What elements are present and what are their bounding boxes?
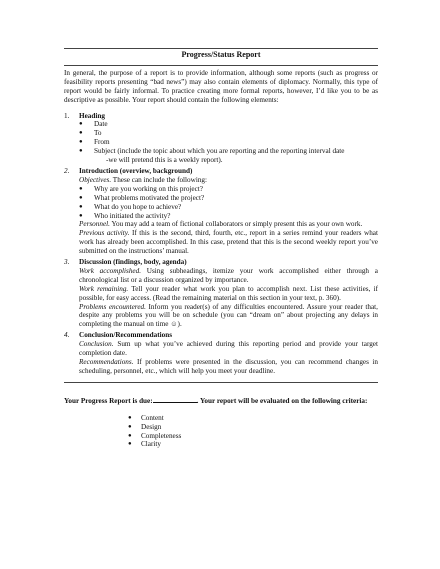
recommendations-paragraph: Recommendations. If problems were presented in the discussion, you can recommend changes in scheduling, personnel, etc., which will help you meet your deadline. xyxy=(79,358,378,375)
bullet-icon: ● xyxy=(128,414,132,421)
bullet-icon: ● xyxy=(79,212,83,219)
bullet-icon: ● xyxy=(79,139,83,146)
due-date-blank xyxy=(153,395,197,403)
bullet-icon: ● xyxy=(79,185,83,192)
problems-encountered-paragraph: Problems encountered. Inform you reader(s) of any difficulties encountered. Assure your reader that, despite any problems you will be on schedule (you can “dream on” about projecting any delays in completing the manual on time ☺). xyxy=(79,302,378,329)
document-title: Progress/Status Report xyxy=(181,50,261,59)
section-title: Discussion (findings, body, agenda) xyxy=(79,258,187,267)
list-item: ● What do you hope to achieve? xyxy=(79,202,182,211)
bullet-icon: ● xyxy=(128,423,132,430)
work-remaining-paragraph: Work remaining. Tell your reader what work you plan to accomplish next. List these activities, if possible, for easy access. (Read the remaining material on this section in your text, p. 360). xyxy=(79,284,379,302)
section-number: 3. xyxy=(64,258,70,267)
divider xyxy=(64,382,378,383)
top-rule xyxy=(64,48,378,49)
section-heading xyxy=(64,112,378,165)
intro-paragraph: In general, the purpose of a report is to provide information, although some reports (such as progress or feasibility reports presenting “bad news”) may also contain elements of diplomacy. Normally, this type of report would be fairly informal. To practice creating more formal reports, however, I’d like you to be as descriptive as possible. Your report should contain the following elements: xyxy=(64,68,378,104)
bullet-icon: ● xyxy=(128,432,132,439)
section-number: 1. xyxy=(64,111,70,120)
section-title: Conclusion/Recommendations xyxy=(79,331,173,340)
list-item: ● Design xyxy=(128,422,162,431)
personnel-paragraph: Personnel. You may add a team of fictional collaborators or simply present this as your own work. xyxy=(79,220,363,229)
list-item: ● What problems motivated the project? xyxy=(79,193,205,202)
conclusion-paragraph: Conclusion. Sum up what you’ve achieved during this reporting period and provide your target completion date. xyxy=(79,340,378,358)
bullet-icon: ● xyxy=(79,148,83,155)
list-item: ● Clarity xyxy=(128,440,161,449)
objectives-list xyxy=(79,185,378,221)
title-rule xyxy=(64,65,378,66)
objectives-paragraph: Objectives. These can include the following: xyxy=(79,175,208,184)
criteria-list xyxy=(128,414,378,450)
bullet-icon: ● xyxy=(79,194,83,201)
list-item: ● Content xyxy=(128,413,164,422)
section-title: Introduction (overview, background) xyxy=(79,166,193,175)
work-accomplished-paragraph: Work accomplished. Using subheadings, itemize your work accomplished either through a chronological list or a discussion organized by importance. xyxy=(79,266,378,284)
due-date-paragraph: Your Progress Report is due: . Your report will be evaluated on the following criteria: xyxy=(64,396,368,405)
heading-list xyxy=(79,120,378,165)
list-item: ● Completeness xyxy=(128,431,182,440)
bullet-icon: ● xyxy=(79,121,83,128)
section-discussion xyxy=(64,258,378,329)
subject-continuation: -we will pretend this is a weekly report). xyxy=(106,156,223,165)
bullet-icon: ● xyxy=(128,441,132,448)
previous-activity-paragraph: Previous activity. If this is the second, third, fourth, etc., report in a series remind your readers what work has already been accomplished. In this case, pretend that this is the second weekly report you’ve submitted on the instructions’ manual. xyxy=(79,229,378,256)
list-item: ● From xyxy=(79,138,110,147)
section-introduction xyxy=(64,167,378,256)
list-item xyxy=(79,147,378,156)
document-content xyxy=(64,48,378,449)
section-number: 2. xyxy=(64,166,70,175)
section-number: 4. xyxy=(64,331,70,340)
list-item: ● Date xyxy=(79,120,108,129)
section-conclusion xyxy=(64,331,378,376)
bullet-icon: ● xyxy=(79,130,83,137)
section-title: Heading xyxy=(79,111,105,120)
subject-line: Subject (include the topic about which you are reporting and the reporting interval date xyxy=(94,147,345,156)
list-item: ● Why are you working on this project? xyxy=(79,184,203,193)
list-item: ● Who initiated the activity? xyxy=(79,211,171,220)
list-item: ● To xyxy=(79,129,102,138)
bullet-icon: ● xyxy=(79,203,83,210)
